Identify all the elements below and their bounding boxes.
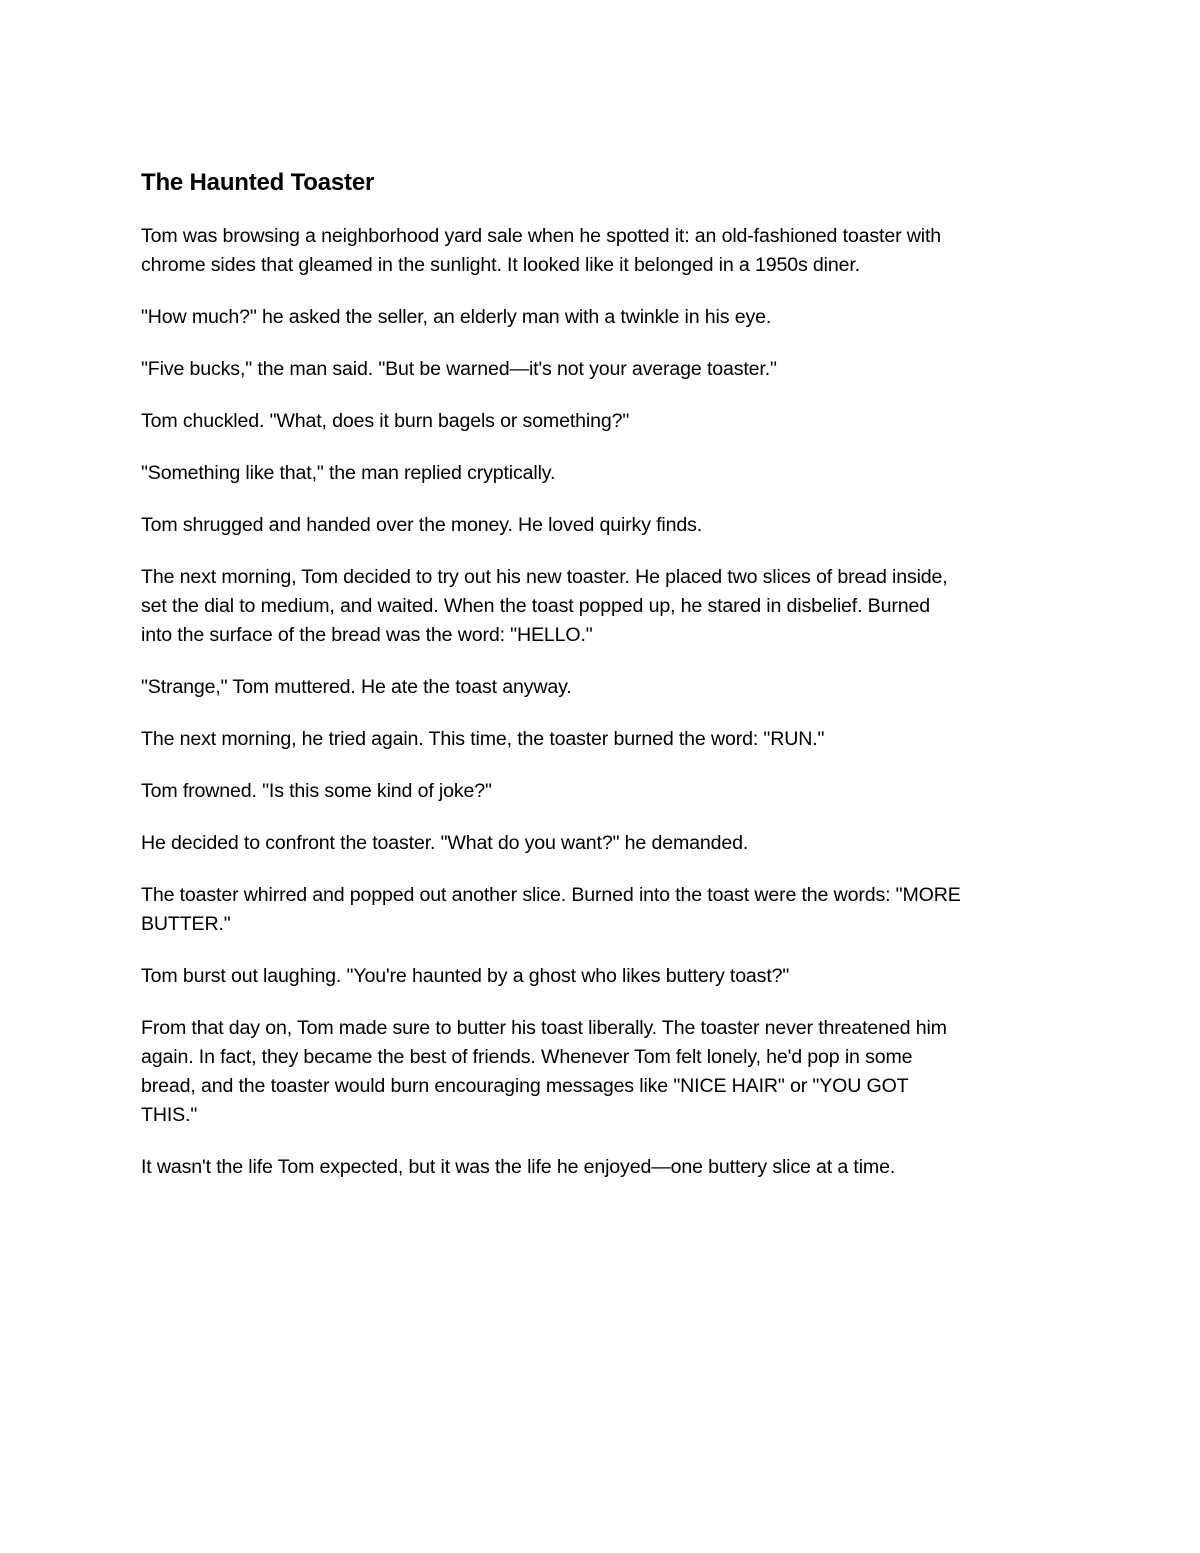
paragraph: Tom was browsing a neighborhood yard sale when he spotted it: an old-fashioned toaster with chrome sides that gleamed in the sunlight. It looked like it belonged in a 1950s diner. (141, 225, 941, 276)
document-title: The Haunted Toaster (141, 169, 375, 196)
paragraph: "Something like that," the man replied cryptically. (141, 462, 556, 484)
paragraph: He decided to confront the toaster. "What do you want?" he demanded. (141, 832, 749, 854)
paragraph: The toaster whirred and popped out another slice. Burned into the toast were the words: "MORE BUTTER." (141, 884, 961, 935)
paragraph: Tom burst out laughing. "You're haunted by a ghost who likes buttery toast?" (141, 965, 790, 987)
paragraph: Tom frowned. "Is this some kind of joke?" (141, 780, 492, 802)
paragraph: Tom shrugged and handed over the money. He loved quirky finds. (141, 514, 703, 536)
paragraph: "Five bucks," the man said. "But be warned—it's not your average toaster." (141, 358, 777, 380)
paragraph: The next morning, he tried again. This time, the toaster burned the word: "RUN." (141, 728, 825, 750)
document-body (141, 168, 1066, 1205)
paragraph: "Strange," Tom muttered. He ate the toast anyway. (141, 676, 572, 698)
paragraph: "How much?" he asked the seller, an elderly man with a twinkle in his eye. (141, 306, 772, 328)
paragraph: From that day on, Tom made sure to butter his toast liberally. The toaster never threatened him again. In fact, they became the best of friends. Whenever Tom felt lonely, he'd pop in some bread, and the toaster would burn encouraging messages like "NICE HAIR" or "YOU GOT THIS." (141, 1017, 947, 1126)
paragraph: It wasn't the life Tom expected, but it was the life he enjoyed—one buttery slice at a time. (141, 1156, 896, 1178)
paragraph: Tom chuckled. "What, does it burn bagels or something?" (141, 410, 630, 432)
paragraph: The next morning, Tom decided to try out his new toaster. He placed two slices of bread inside, set the dial to medium, and waited. When the toast popped up, he stared in disbelief. Burned into the surface of the bread was the word: "HELLO." (141, 566, 948, 646)
